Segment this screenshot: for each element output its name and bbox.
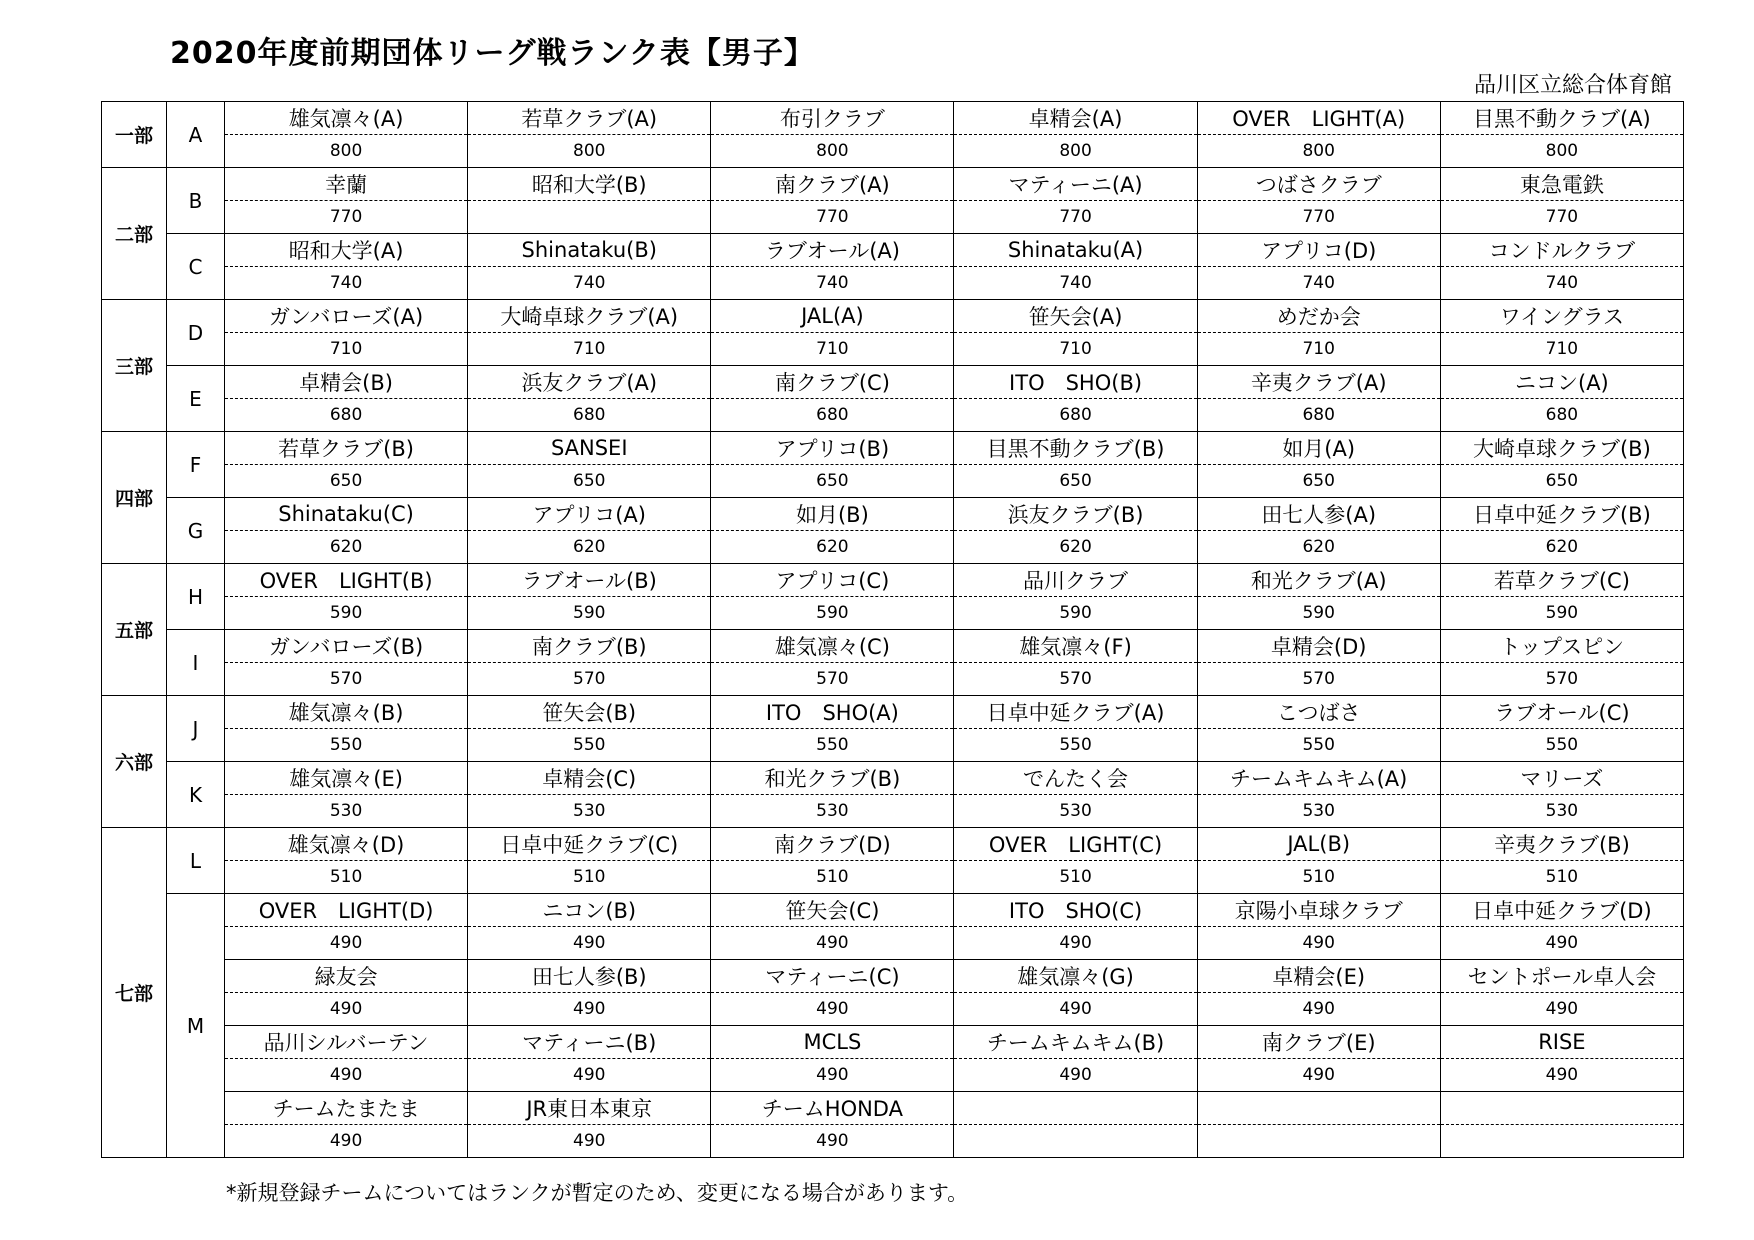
points-cell: 490 [1440, 993, 1683, 1026]
points-row [102, 927, 1684, 960]
team-name-cell: 日卓中延クラブ(A) [954, 696, 1197, 729]
points-cell: 680 [468, 399, 711, 432]
points-cell: 590 [1197, 597, 1440, 630]
points-cell: 490 [711, 993, 954, 1026]
points-cell [1440, 1125, 1683, 1158]
team-name-cell: 昭和大学(B) [468, 168, 711, 201]
division-label: 三部 [102, 300, 167, 432]
points-cell: 620 [1440, 531, 1683, 564]
team-name-cell: 布引クラブ [711, 102, 954, 135]
points-cell: 510 [468, 861, 711, 894]
points-cell: 490 [1197, 927, 1440, 960]
team-name-cell: ガンバローズ(B) [225, 630, 468, 663]
points-cell: 490 [1197, 1059, 1440, 1092]
points-cell: 530 [954, 795, 1197, 828]
team-name-cell: ガンバローズ(A) [225, 300, 468, 333]
points-cell: 800 [1440, 135, 1683, 168]
points-cell: 590 [711, 597, 954, 630]
team-name-cell: 浜友クラブ(A) [468, 366, 711, 399]
points-cell: 740 [711, 267, 954, 300]
team-name-cell: 緑友会 [225, 960, 468, 993]
group-label: K [167, 762, 225, 828]
points-cell: 710 [225, 333, 468, 366]
team-name-row [102, 630, 1684, 663]
points-cell: 490 [1440, 927, 1683, 960]
points-row [102, 663, 1684, 696]
team-name-cell: アプリコ(A) [468, 498, 711, 531]
team-name-cell: 浜友クラブ(B) [954, 498, 1197, 531]
points-cell: 650 [954, 465, 1197, 498]
team-name-cell: 日卓中延クラブ(D) [1440, 894, 1683, 927]
team-name-cell: チームHONDA [711, 1092, 954, 1125]
team-name-cell: マティーニ(A) [954, 168, 1197, 201]
points-cell: 570 [468, 663, 711, 696]
points-cell: 590 [954, 597, 1197, 630]
team-name-cell: 卓精会(D) [1197, 630, 1440, 663]
points-cell: 740 [468, 267, 711, 300]
team-name-cell: Shinataku(C) [225, 498, 468, 531]
points-cell: 490 [468, 927, 711, 960]
team-name-cell: 若草クラブ(C) [1440, 564, 1683, 597]
points-cell: 800 [1197, 135, 1440, 168]
points-cell: 650 [1197, 465, 1440, 498]
points-cell: 590 [468, 597, 711, 630]
points-cell: 550 [225, 729, 468, 762]
team-name-row [102, 498, 1684, 531]
team-name-cell: OVER LIGHT(A) [1197, 102, 1440, 135]
points-cell: 620 [468, 531, 711, 564]
points-row [102, 1059, 1684, 1092]
points-cell: 490 [711, 1125, 954, 1158]
points-cell: 710 [711, 333, 954, 366]
points-cell: 490 [711, 1059, 954, 1092]
team-name-cell: こつばさ [1197, 696, 1440, 729]
team-name-cell: JR東日本東京 [468, 1092, 711, 1125]
team-name-cell: アプリコ(B) [711, 432, 954, 465]
points-cell: 800 [225, 135, 468, 168]
team-name-cell: 卓精会(B) [225, 366, 468, 399]
points-cell: 620 [711, 531, 954, 564]
footnote: *新規登録チームについてはランクが暫定のため、変更になる場合があります。 [226, 1181, 969, 1205]
points-cell: 490 [711, 927, 954, 960]
points-cell: 490 [225, 993, 468, 1026]
team-name-row [102, 1026, 1684, 1059]
group-label: D [167, 300, 225, 366]
team-name-cell: チームキムキム(B) [954, 1026, 1197, 1059]
team-name-cell: 笹矢会(B) [468, 696, 711, 729]
points-row [102, 399, 1684, 432]
team-name-cell [1440, 1092, 1683, 1125]
points-cell: 770 [1440, 201, 1683, 234]
points-cell: 490 [225, 1125, 468, 1158]
points-cell: 800 [954, 135, 1197, 168]
points-cell: 550 [468, 729, 711, 762]
points-cell: 550 [1197, 729, 1440, 762]
team-name-cell: 辛夷クラブ(B) [1440, 828, 1683, 861]
group-label: C [167, 234, 225, 300]
team-name-cell: 雄気凛々(D) [225, 828, 468, 861]
team-name-cell: MCLS [711, 1026, 954, 1059]
team-name-cell: チームたまたま [225, 1092, 468, 1125]
team-name-cell: 南クラブ(E) [1197, 1026, 1440, 1059]
team-name-cell: マリーズ [1440, 762, 1683, 795]
points-cell: 770 [1197, 201, 1440, 234]
team-name-cell: コンドルクラブ [1440, 234, 1683, 267]
team-name-cell: 南クラブ(D) [711, 828, 954, 861]
points-cell: 590 [1440, 597, 1683, 630]
points-row [102, 201, 1684, 234]
team-name-cell: 日卓中延クラブ(B) [1440, 498, 1683, 531]
points-row [102, 597, 1684, 630]
points-cell: 770 [225, 201, 468, 234]
division-label: 一部 [102, 102, 167, 168]
points-cell: 490 [468, 993, 711, 1026]
points-cell: 680 [1197, 399, 1440, 432]
group-label: F [167, 432, 225, 498]
team-name-cell: 如月(A) [1197, 432, 1440, 465]
points-cell: 510 [1197, 861, 1440, 894]
team-name-cell: 幸蘭 [225, 168, 468, 201]
team-name-cell: 品川クラブ [954, 564, 1197, 597]
team-name-cell: ラブオール(A) [711, 234, 954, 267]
group-label: H [167, 564, 225, 630]
team-name-row [102, 234, 1684, 267]
team-name-cell: めだか会 [1197, 300, 1440, 333]
points-cell: 570 [1197, 663, 1440, 696]
points-cell: 710 [954, 333, 1197, 366]
page-title: 2020年度前期団体リーグ戦ランク表【男子】 [170, 36, 815, 71]
team-name-row [102, 564, 1684, 597]
division-label: 六部 [102, 696, 167, 828]
team-name-cell: 卓精会(E) [1197, 960, 1440, 993]
team-name-cell: ニコン(B) [468, 894, 711, 927]
team-name-cell: 南クラブ(C) [711, 366, 954, 399]
team-name-cell [954, 1092, 1197, 1125]
team-name-cell: セントポール卓人会 [1440, 960, 1683, 993]
points-cell: 490 [468, 1059, 711, 1092]
points-cell [954, 1125, 1197, 1158]
points-row [102, 267, 1684, 300]
points-cell: 740 [954, 267, 1197, 300]
points-cell: 490 [468, 1125, 711, 1158]
group-label: I [167, 630, 225, 696]
points-row [102, 993, 1684, 1026]
team-name-cell: 雄気凛々(F) [954, 630, 1197, 663]
points-row [102, 795, 1684, 828]
team-name-cell: 田七人参(B) [468, 960, 711, 993]
team-name-cell [1197, 1092, 1440, 1125]
points-cell: 590 [225, 597, 468, 630]
team-name-cell: 京陽小卓球クラブ [1197, 894, 1440, 927]
points-cell: 550 [1440, 729, 1683, 762]
points-cell: 490 [954, 927, 1197, 960]
points-cell: 490 [1440, 1059, 1683, 1092]
division-label: 五部 [102, 564, 167, 696]
team-name-cell: 南クラブ(B) [468, 630, 711, 663]
points-cell: 740 [1440, 267, 1683, 300]
team-name-cell: 大崎卓球クラブ(A) [468, 300, 711, 333]
group-label: G [167, 498, 225, 564]
division-label: 二部 [102, 168, 167, 300]
team-name-cell: 若草クラブ(A) [468, 102, 711, 135]
team-name-cell: OVER LIGHT(C) [954, 828, 1197, 861]
points-row [102, 333, 1684, 366]
points-cell: 680 [711, 399, 954, 432]
team-name-cell: 大崎卓球クラブ(B) [1440, 432, 1683, 465]
group-label: A [167, 102, 225, 168]
points-row [102, 861, 1684, 894]
points-cell: 570 [954, 663, 1197, 696]
points-cell: 550 [711, 729, 954, 762]
team-name-cell: 日卓中延クラブ(C) [468, 828, 711, 861]
team-name-row [102, 168, 1684, 201]
team-name-cell: ITO SHO(C) [954, 894, 1197, 927]
team-name-cell: 東急電鉄 [1440, 168, 1683, 201]
points-cell: 650 [711, 465, 954, 498]
team-name-cell: 和光クラブ(A) [1197, 564, 1440, 597]
points-row [102, 729, 1684, 762]
team-name-row [102, 696, 1684, 729]
group-label: L [167, 828, 225, 894]
team-name-cell: 辛夷クラブ(A) [1197, 366, 1440, 399]
points-cell: 490 [225, 1059, 468, 1092]
points-cell: 710 [1440, 333, 1683, 366]
team-name-cell: 雄気凛々(B) [225, 696, 468, 729]
points-cell: 620 [1197, 531, 1440, 564]
team-name-cell: JAL(A) [711, 300, 954, 333]
points-cell: 570 [711, 663, 954, 696]
points-cell: 510 [1440, 861, 1683, 894]
points-cell: 530 [711, 795, 954, 828]
division-label: 四部 [102, 432, 167, 564]
team-name-cell: 目黒不動クラブ(B) [954, 432, 1197, 465]
group-label: M [167, 894, 225, 1158]
venue-label: 品川区立総合体育館 [1473, 73, 1672, 98]
points-cell: 710 [1197, 333, 1440, 366]
points-cell: 650 [225, 465, 468, 498]
points-cell: 490 [954, 1059, 1197, 1092]
points-cell: 570 [225, 663, 468, 696]
points-row [102, 1125, 1684, 1158]
points-cell: 770 [954, 201, 1197, 234]
team-name-cell: ワイングラス [1440, 300, 1683, 333]
points-cell: 550 [954, 729, 1197, 762]
team-name-cell: でんたく会 [954, 762, 1197, 795]
group-label: B [167, 168, 225, 234]
points-cell: 530 [225, 795, 468, 828]
team-name-cell: JAL(B) [1197, 828, 1440, 861]
team-name-cell: 笹矢会(A) [954, 300, 1197, 333]
points-cell: 490 [225, 927, 468, 960]
team-name-cell: アプリコ(C) [711, 564, 954, 597]
team-name-row [102, 762, 1684, 795]
team-name-row [102, 894, 1684, 927]
team-name-cell: ラブオール(C) [1440, 696, 1683, 729]
team-name-cell: ITO SHO(B) [954, 366, 1197, 399]
team-name-row [102, 828, 1684, 861]
points-cell [1197, 1125, 1440, 1158]
team-name-cell: 雄気凛々(E) [225, 762, 468, 795]
team-name-cell: SANSEI [468, 432, 711, 465]
points-cell: 530 [468, 795, 711, 828]
team-name-row [102, 366, 1684, 399]
team-name-cell: 卓精会(A) [954, 102, 1197, 135]
team-name-cell: ITO SHO(A) [711, 696, 954, 729]
team-name-cell: 如月(B) [711, 498, 954, 531]
team-name-cell: 南クラブ(A) [711, 168, 954, 201]
points-cell: 620 [225, 531, 468, 564]
team-name-cell: 笹矢会(C) [711, 894, 954, 927]
team-name-cell: 雄気凛々(G) [954, 960, 1197, 993]
points-cell: 530 [1440, 795, 1683, 828]
points-cell: 740 [225, 267, 468, 300]
team-name-row [102, 102, 1684, 135]
points-cell: 510 [225, 861, 468, 894]
points-cell: 680 [225, 399, 468, 432]
points-cell: 800 [468, 135, 711, 168]
points-cell: 710 [468, 333, 711, 366]
team-name-row [102, 1092, 1684, 1125]
points-cell: 620 [954, 531, 1197, 564]
points-row [102, 135, 1684, 168]
points-cell: 510 [954, 861, 1197, 894]
rank-table [101, 101, 1684, 1158]
points-row [102, 465, 1684, 498]
team-name-cell: ラブオール(B) [468, 564, 711, 597]
points-cell: 800 [711, 135, 954, 168]
points-cell: 530 [1197, 795, 1440, 828]
team-name-cell: つばさクラブ [1197, 168, 1440, 201]
team-name-cell: Shinataku(A) [954, 234, 1197, 267]
team-name-cell: マティーニ(B) [468, 1026, 711, 1059]
team-name-cell: 田七人参(A) [1197, 498, 1440, 531]
points-cell: 570 [1440, 663, 1683, 696]
team-name-cell: 目黒不動クラブ(A) [1440, 102, 1683, 135]
team-name-cell: OVER LIGHT(B) [225, 564, 468, 597]
group-label: E [167, 366, 225, 432]
points-cell: 740 [1197, 267, 1440, 300]
team-name-row [102, 432, 1684, 465]
team-name-cell: チームキムキム(A) [1197, 762, 1440, 795]
team-name-cell: 和光クラブ(B) [711, 762, 954, 795]
points-row [102, 531, 1684, 564]
team-name-cell: ニコン(A) [1440, 366, 1683, 399]
team-name-cell: 雄気凛々(C) [711, 630, 954, 663]
points-cell: 650 [1440, 465, 1683, 498]
points-cell [468, 201, 711, 234]
team-name-cell: トップスピン [1440, 630, 1683, 663]
team-name-row [102, 300, 1684, 333]
team-name-cell: OVER LIGHT(D) [225, 894, 468, 927]
team-name-cell: RISE [1440, 1026, 1683, 1059]
points-cell: 680 [954, 399, 1197, 432]
team-name-cell: 雄気凛々(A) [225, 102, 468, 135]
points-cell: 490 [1197, 993, 1440, 1026]
points-cell: 510 [711, 861, 954, 894]
team-name-cell: アプリコ(D) [1197, 234, 1440, 267]
team-name-cell: 品川シルバーテン [225, 1026, 468, 1059]
team-name-cell: マティーニ(C) [711, 960, 954, 993]
group-label: J [167, 696, 225, 762]
team-name-cell: Shinataku(B) [468, 234, 711, 267]
team-name-cell: 昭和大学(A) [225, 234, 468, 267]
points-cell: 490 [954, 993, 1197, 1026]
division-label: 七部 [102, 828, 167, 1158]
team-name-cell: 若草クラブ(B) [225, 432, 468, 465]
points-cell: 680 [1440, 399, 1683, 432]
team-name-cell: 卓精会(C) [468, 762, 711, 795]
points-cell: 770 [711, 201, 954, 234]
points-cell: 650 [468, 465, 711, 498]
team-name-row [102, 960, 1684, 993]
